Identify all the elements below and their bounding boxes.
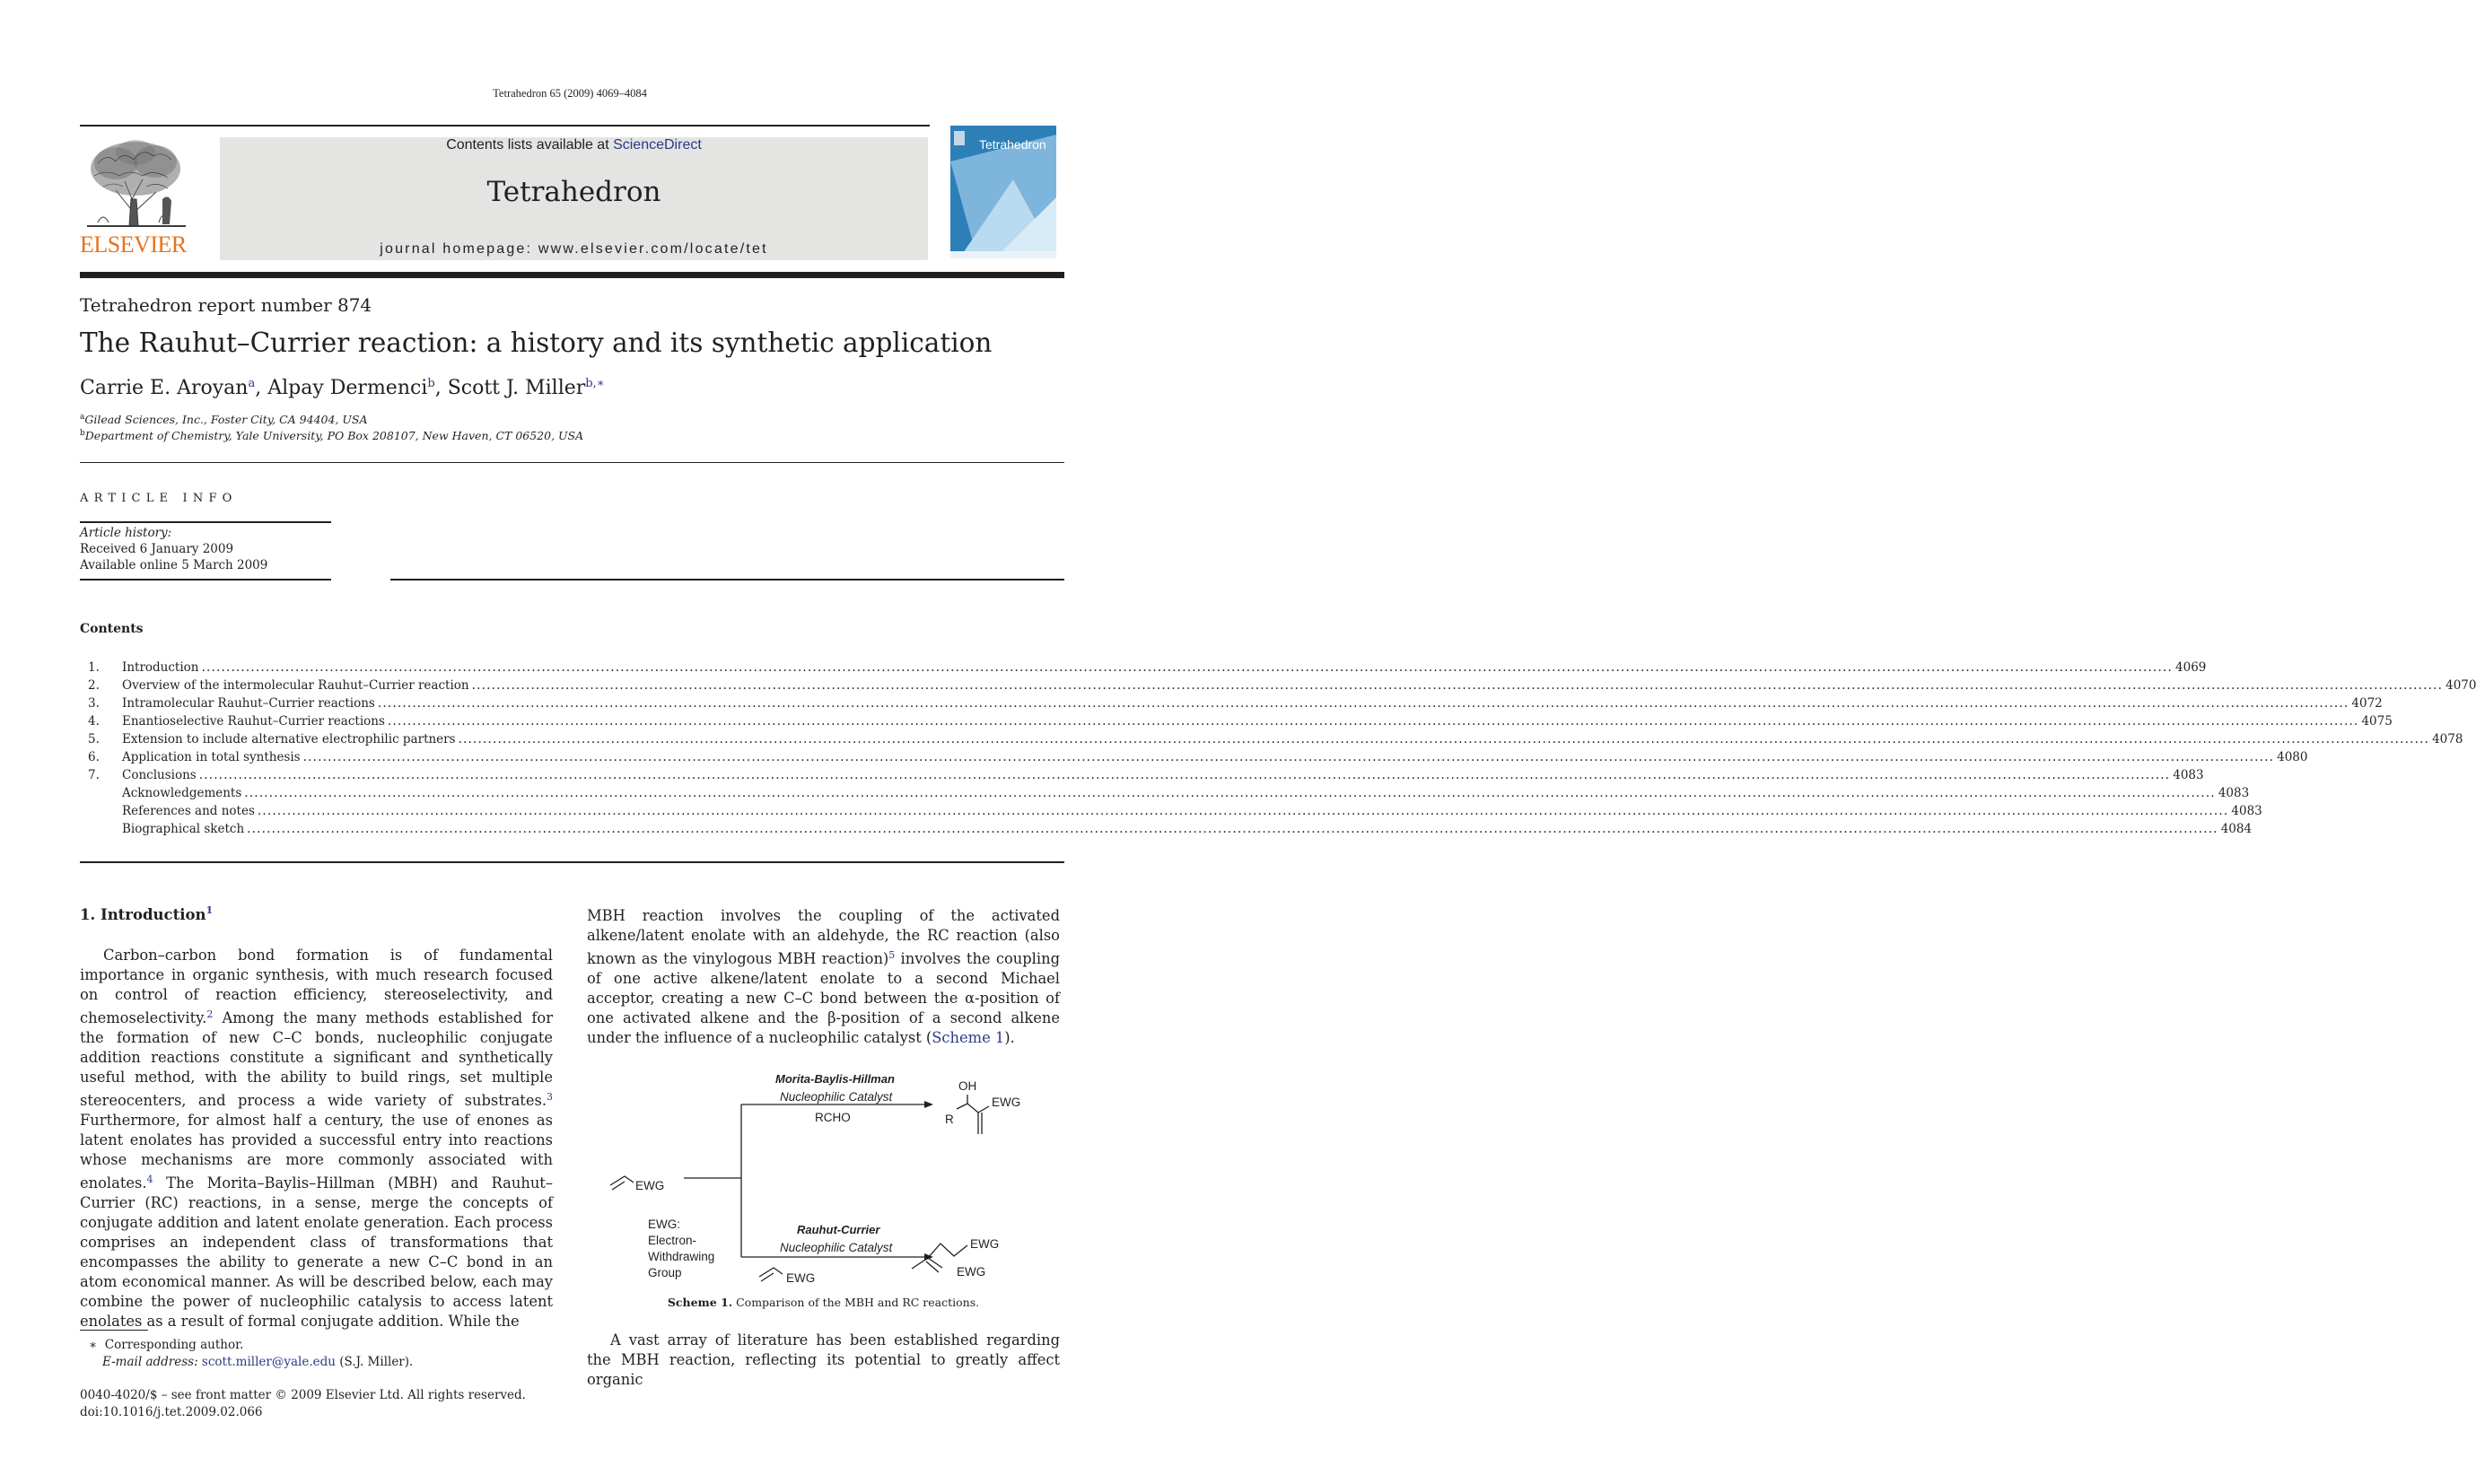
online-date: Available online 5 March 2009 <box>80 558 268 572</box>
toc-number: 1. <box>88 660 100 675</box>
article-info-heading: ARTICLE INFO <box>80 492 238 505</box>
divider <box>80 521 331 523</box>
toc-leader-dots: ................................................................................................................................................................................................................................................................................................................................................................................................................ <box>257 804 2229 818</box>
toc-title[interactable]: Enantioselective Rauhut–Currier reactions <box>122 714 385 729</box>
mbh-catalyst: Nucleophilic Catalyst <box>780 1090 893 1104</box>
report-number: Tetrahedron report number 874 <box>80 294 372 316</box>
author-name: Scott J. Miller <box>447 377 586 399</box>
toc-title[interactable]: Acknowledgements <box>122 786 242 800</box>
toc-page-number: 4083 <box>2173 768 2204 782</box>
toc-title[interactable]: Application in total synthesis <box>122 750 301 764</box>
toc-title[interactable]: Intramolecular Rauhut–Currier reactions <box>122 696 375 711</box>
arrowhead <box>924 1253 933 1261</box>
author-name: Carrie E. Aroyan <box>80 377 249 399</box>
divider <box>80 462 1064 463</box>
text-run: Furthermore, for almost half a century, the use of enones as latent enolates has provided a successful entry into reactions whose mechanisms are more commonly associated with enolates. <box>80 1112 553 1192</box>
toc-leader-dots: ................................................................................................................................................................................................................................................................................................................................................................................................................ <box>302 750 2275 764</box>
rc-title: Rauhut-Currier <box>797 1223 880 1236</box>
elsevier-logo[interactable] <box>80 136 193 262</box>
toc-leader-dots: ................................................................................................................................................................................................................................................................................................................................................................................................................ <box>198 768 2171 782</box>
toc-entry[interactable] <box>88 768 2204 786</box>
toc-leader-dots: ................................................................................................................................................................................................................................................................................................................................................................................................................ <box>471 678 2444 693</box>
toc-leader-dots: ................................................................................................................................................................................................................................................................................................................................................................................................................ <box>377 696 2349 711</box>
toc-entry[interactable] <box>88 696 2383 714</box>
toc-number: 7. <box>88 768 100 782</box>
toc-entry[interactable] <box>88 750 2308 768</box>
mbh-title: Morita-Baylis-Hillman <box>775 1072 895 1086</box>
article-history <box>80 525 267 573</box>
arrowhead <box>924 1101 933 1108</box>
author-affiliation-link[interactable]: a <box>248 377 256 390</box>
journal-reference: Tetrahedron 65 (2009) 4069–4084 <box>493 87 647 100</box>
ewg-label: EWG <box>635 1179 665 1192</box>
rc-double-bond <box>926 1258 942 1272</box>
text-run: ). <box>1004 1029 1015 1046</box>
email-link[interactable]: scott.miller@yale.edu <box>201 1355 336 1369</box>
table-of-contents <box>88 660 2476 840</box>
footnote-star: ∗ <box>89 1338 98 1352</box>
divider <box>80 861 1064 863</box>
received-date: Received 6 January 2009 <box>80 542 234 556</box>
footnote-text: Corresponding author. <box>104 1338 244 1352</box>
email-label: E-mail address: <box>102 1355 202 1369</box>
ewg-legend <box>648 1217 714 1281</box>
footnote-ref[interactable]: 3 <box>547 1091 553 1103</box>
toc-entry[interactable] <box>88 732 2463 750</box>
section-heading-text: 1. Introduction <box>80 906 206 923</box>
affiliation-key: a <box>80 413 85 422</box>
toc-leader-dots: ................................................................................................................................................................................................................................................................................................................................................................................................................ <box>201 660 2174 675</box>
journal-homepage[interactable]: journal homepage: www.elsevier.com/locate/tet <box>380 241 768 257</box>
email-suffix: (S.J. Miller). <box>335 1355 414 1369</box>
vinyl-reagent <box>759 1268 783 1281</box>
rc-catalyst: Nucleophilic Catalyst <box>780 1241 893 1254</box>
toc-title[interactable]: Extension to include alternative electrophilic partners <box>122 732 456 746</box>
toc-page-number: 4080 <box>2277 750 2308 764</box>
toc-page-number: 4075 <box>2361 714 2393 729</box>
mbh-reagent: RCHO <box>815 1111 851 1124</box>
ewg-label: EWG <box>970 1237 1000 1251</box>
affiliation <box>80 413 368 426</box>
doi-line[interactable]: doi:10.1016/j.tet.2009.02.066 <box>80 1405 263 1419</box>
footnote-ref[interactable]: 1 <box>206 904 214 916</box>
caption-text: Comparison of the MBH and RC reactions. <box>732 1296 980 1309</box>
toc-page-number: 4072 <box>2351 696 2383 711</box>
toc-page-number: 4083 <box>2231 804 2262 818</box>
text-run: The Morita–Baylis–Hillman (MBH) and Rauhut–Currier (RC) reactions, in a sense, merge the concepts of conjugate addition and latent enolate generation. Each process comprises an independent class of transformations that encompasses the ability to generate a new C–C bond in an atom economical manner. As will be described below, each may combine the power of nucleophilic catalysis to access latent enolates as a result of formal conjugate addition. While the <box>80 1174 553 1330</box>
r-label: R <box>945 1113 954 1126</box>
journal-cover-image[interactable] <box>950 126 1056 258</box>
article-title: The Rauhut–Currier reaction: a history and its synthetic application <box>80 327 993 358</box>
text-run: Among the many methods established for the formation of new C–C bonds, nucleophilic conjugate addition reactions constitute a significant and synthetically useful method, with the ability to build rings, set multiple stereocenters, and process a wide variety of substrates. <box>80 1009 553 1109</box>
toc-leader-dots: ................................................................................................................................................................................................................................................................................................................................................................................................................ <box>458 732 2430 746</box>
toc-title[interactable]: Introduction <box>122 660 199 675</box>
divider <box>390 579 1064 581</box>
oh-label: OH <box>958 1079 977 1093</box>
body-paragraph <box>80 946 553 1331</box>
footnote-ref[interactable]: 2 <box>206 1008 214 1020</box>
scheme-figure <box>599 1066 1066 1290</box>
sciencedirect-link[interactable]: ScienceDirect <box>613 137 702 153</box>
cover-title: Tetrahedron <box>979 137 1046 152</box>
history-label: Article history: <box>80 526 172 540</box>
toc-page-number: 4083 <box>2218 786 2250 800</box>
legend-line: Group <box>648 1266 682 1279</box>
contents-prefix: Contents lists available at <box>446 137 614 153</box>
author-name: Alpay Dermenci <box>267 377 428 399</box>
text-run: MBH reaction involves the coupling of the activated alkene/latent enolate with an aldehyde, the RC reaction (also known as the vinylogous MBH reaction) <box>587 907 1060 967</box>
toc-title[interactable]: References and notes <box>122 804 255 818</box>
toc-number: 5. <box>88 732 100 746</box>
ewg-label: EWG <box>786 1271 816 1285</box>
body-paragraph <box>587 906 1060 1048</box>
caption-label: Scheme 1. <box>667 1296 733 1309</box>
toc-entry[interactable] <box>88 822 2253 840</box>
author-affiliation-link[interactable]: b,∗ <box>585 377 605 390</box>
section-heading <box>80 904 213 923</box>
affiliation-text: Department of Chemistry, Yale University, PO Box 208107, New Haven, CT 06520, USA <box>84 429 584 442</box>
toc-number: 2. <box>88 678 100 693</box>
toc-entry[interactable] <box>88 714 2393 732</box>
toc-leader-dots: ................................................................................................................................................................................................................................................................................................................................................................................................................ <box>244 786 2216 800</box>
divider <box>80 579 331 581</box>
ewg-label: EWG <box>992 1096 1021 1109</box>
footnote-ref[interactable]: 4 <box>146 1174 153 1185</box>
toc-page-number: 4070 <box>2445 678 2476 693</box>
body-paragraph: A vast array of literature has been established regarding the MBH reaction, reflecting its potential to greatly affect organic <box>587 1331 1060 1388</box>
affiliation-text: Gilead Sciences, Inc., Foster City, CA 94404, USA <box>84 413 368 426</box>
toc-number: 6. <box>88 750 100 764</box>
toc-leader-dots: ................................................................................................................................................................................................................................................................................................................................................................................................................ <box>247 822 2218 836</box>
toc-entry[interactable] <box>88 786 2250 804</box>
toc-title[interactable]: Biographical sketch <box>122 822 245 836</box>
author-list: Carrie E. Aroyan$^a$, Alpay Dermenci$^b$, Scott J. Miller$^{b,∗}$ <box>80 377 605 399</box>
toc-title[interactable]: Conclusions <box>122 768 197 782</box>
toc-page-number: 4069 <box>2175 660 2207 675</box>
toc-number: 4. <box>88 714 100 729</box>
legend-line: EWG: <box>648 1218 680 1231</box>
header-rule <box>80 125 930 127</box>
legend-line: Electron- <box>648 1234 697 1247</box>
mbh-product-bonds <box>957 1104 989 1113</box>
toc-page-number: 4078 <box>2432 732 2463 746</box>
footnote-ref[interactable]: 5 <box>888 949 896 961</box>
contents-available-line <box>220 137 928 153</box>
corresponding-author-note <box>89 1338 243 1352</box>
toc-leader-dots: ................................................................................................................................................................................................................................................................................................................................................................................................................ <box>387 714 2359 729</box>
journal-banner <box>220 137 928 260</box>
methylene-bond <box>978 1113 982 1134</box>
legend-line: Withdrawing <box>648 1250 715 1263</box>
toc-number: 3. <box>88 696 100 711</box>
email-note <box>102 1355 413 1369</box>
text-run: Carbon–carbon bond formation is of fundamental importance in organic synthesis, with much research focused on control of reaction efficiency, stereoselectivity, and chemoselectivity. <box>80 947 553 1026</box>
elsevier-wordmark: ELSEVIER <box>80 231 187 258</box>
toc-entry[interactable] <box>88 804 2262 822</box>
contents-heading: Contents <box>80 622 144 636</box>
affiliation-key: b <box>80 429 85 438</box>
scheme-caption <box>587 1296 1060 1309</box>
text-run: involves the coupling of one active alkene/latent enolate to a second Michael acceptor, creating a new C–C bond between the α-position of one activated alkene and the β-position of a second alkene under the influence of a nucleophilic catalyst ( <box>587 950 1060 1046</box>
toc-title[interactable]: Overview of the intermolecular Rauhut–Currier reaction <box>122 678 469 693</box>
affiliation <box>80 429 583 442</box>
header-thick-rule <box>80 272 1064 278</box>
footnote-rule <box>80 1330 148 1331</box>
issn-line: 0040-4020/$ – see front matter © 2009 Elsevier Ltd. All rights reserved. <box>80 1388 526 1402</box>
ewg-label: EWG <box>957 1265 986 1279</box>
toc-entry[interactable] <box>88 678 2476 696</box>
journal-name: Tetrahedron <box>486 176 661 208</box>
toc-page-number: 4084 <box>2220 822 2253 836</box>
author-affiliation-link[interactable]: b <box>427 377 435 390</box>
scheme-link[interactable]: Scheme 1 <box>932 1029 1005 1046</box>
toc-entry[interactable] <box>88 660 2207 678</box>
